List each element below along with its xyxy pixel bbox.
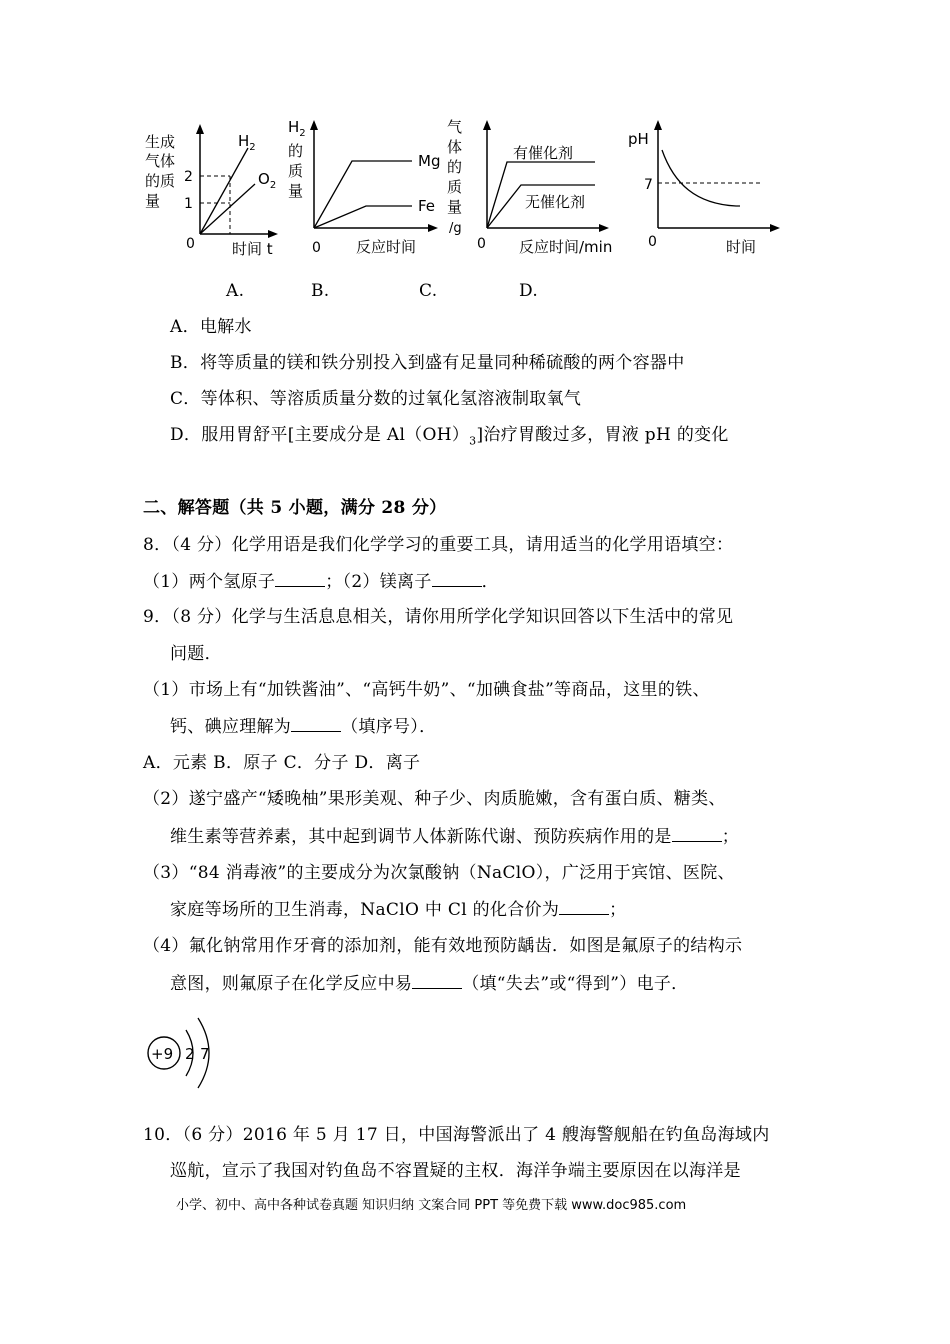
chart-d-ylabel: pH — [628, 130, 649, 148]
atom-shell-1-electrons: 2 — [185, 1045, 195, 1063]
option-d — [170, 424, 729, 452]
q9-stem-1: 9．（8 分）化学与生活息息相关，请你用所学化学知识回答以下生活中的常见 — [143, 607, 734, 627]
chart-a-line-h2 — [200, 148, 248, 234]
chart-a — [140, 112, 290, 262]
chart-letter-d: D. — [519, 281, 539, 301]
chart-d-y-arrow — [654, 120, 662, 130]
q9-p2-text-2: ； — [721, 827, 740, 847]
q9-blank-4[interactable] — [412, 972, 462, 989]
chart-d-origin: 0 — [648, 234, 657, 250]
chart-c-xlabel: 反应时间/min — [519, 238, 613, 256]
q9-p2-line-1: （2）遂宁盛产“矮晚柚”果形美观、种子少、肉质脆嫩，含有蛋白质、糖类、 — [143, 789, 726, 809]
chart-c-origin: 0 — [477, 236, 486, 252]
chart-letter-c: C. — [419, 281, 438, 301]
chart-b-ylabel-2: 质 — [288, 162, 304, 180]
chart-c-ylabel-2: 体 — [447, 138, 463, 156]
chart-letter-a: A. — [226, 281, 245, 301]
chart-c-y-arrow — [483, 120, 491, 130]
chart-a-tick-2: 2 — [184, 169, 193, 185]
footer-text: 小学、初中、高中各种试卷真题 知识归纳 文案合同 PPT 等免费下载 www.doc985.com — [176, 1198, 687, 1213]
q10-line-2: 巡航，宣示了我国对钓鱼岛不容置疑的主权．海洋争端主要原因在以海洋是 — [170, 1161, 741, 1181]
chart-d-tick-7: 7 — [644, 177, 653, 193]
chart-c-ylabel-4: 质 — [447, 178, 463, 196]
chart-c-x-arrow — [599, 224, 609, 232]
atom-shell-2-electrons: 7 — [200, 1045, 210, 1063]
chart-d-xlabel: 时间 — [726, 238, 757, 256]
chart-b — [284, 112, 449, 262]
q9-p1-line-1: （1）市场上有“加铁酱油”、“高钙牛奶”、“加碘食盐”等商品，这里的铁、 — [143, 680, 710, 700]
chart-a-x-arrow — [268, 230, 278, 238]
q9-p1-line-2 — [170, 715, 436, 738]
option-d-sub: 3 — [469, 434, 477, 448]
q8-sub1-c: ． — [481, 572, 499, 592]
q8-sub1-a: （1）两个氢原子 — [143, 572, 276, 592]
chart-c-ylabel-6: /g — [449, 221, 462, 236]
q9-p4-line-1: （4）氟化钠常用作牙膏的添加剂，能有效地预防龋齿．如图是氟原子的结构示 — [143, 936, 743, 956]
q9-blank-3[interactable] — [559, 898, 609, 915]
chart-b-series-mg: Mg — [418, 152, 441, 170]
q8-blank-2[interactable] — [432, 570, 482, 587]
chart-a-ylabel-4: 量 — [145, 192, 161, 210]
q9-choices: A．元素 B．原子 C．分子 D．离子 — [143, 753, 421, 773]
q9-blank-2[interactable] — [672, 825, 722, 842]
chart-a-ylabel-3: 的质 — [145, 172, 176, 190]
chart-c-ylabel-5: 量 — [447, 198, 463, 216]
q9-p4-line-2 — [170, 972, 688, 995]
q9-p3-text-2: ； — [609, 900, 627, 920]
option-a: A．电解水 — [170, 317, 252, 337]
chart-c-ylabel-1: 气 — [447, 118, 463, 136]
chart-b-ylabel-1: 的 — [288, 142, 304, 160]
q10-line-1: 10．（6 分）2016 年 5 月 17 日，中国海警派出了 4 艘海警舰船在钓鱼岛海域内 — [143, 1125, 770, 1145]
chart-a-series-h2: $H_2$ — [238, 132, 256, 153]
chart-b-line-fe — [314, 206, 412, 228]
chart-c-ylabel-3: 的 — [447, 158, 463, 176]
chart-c-series-catalyst: 有催化剂 — [513, 144, 574, 162]
q9-p3-line-2 — [170, 898, 626, 921]
option-b: B．将等质量的镁和铁分别投入到盛有足量同种稀硫酸的两个容器中 — [170, 353, 685, 373]
chart-c — [445, 112, 630, 262]
option-d-text-2: ]治疗胃酸过多，胃液 pH 的变化 — [476, 425, 729, 445]
chart-b-line-mg — [314, 161, 412, 228]
chart-b-y-arrow — [310, 120, 318, 130]
chart-d-x-arrow — [770, 224, 780, 232]
chart-a-origin: 0 — [186, 236, 195, 252]
q8-sub1 — [143, 570, 499, 593]
q9-p1-text-2: （填序号）． — [341, 717, 437, 737]
chart-a-series-o2: $O_2$ — [258, 170, 277, 191]
chart-c-series-no-catalyst: 无催化剂 — [525, 193, 586, 211]
chart-a-line-o2 — [200, 184, 255, 234]
option-d-text-1: D．服用胃舒平[主要成分是 Al（OH） — [170, 425, 470, 445]
chart-d-ph-curve — [662, 150, 740, 206]
atom-nucleus-label: +9 — [151, 1045, 174, 1063]
q9-stem-2: 问题． — [170, 644, 222, 664]
section-title: 二、解答题（共 5 小题，满分 28 分） — [143, 498, 447, 518]
fluorine-atom-diagram — [140, 1010, 230, 1100]
chart-b-origin: 0 — [312, 240, 321, 256]
q9-blank-1[interactable] — [291, 715, 341, 732]
q9-p3-text: 家庭等场所的卫生消毒，NaClO 中 Cl 的化合价为 — [170, 900, 560, 920]
chart-b-ylabel-h2: $H_2$ — [288, 118, 306, 139]
chart-a-xlabel: 时间 t — [232, 240, 273, 258]
chart-a-y-arrow — [196, 124, 204, 134]
q8-stem: 8．（4 分）化学用语是我们化学学习的重要工具，请用适当的化学用语填空： — [143, 535, 734, 555]
q8-sub1-b: ；（2）镁离子 — [325, 572, 432, 592]
chart-b-xlabel: 反应时间 — [356, 238, 417, 256]
chart-b-ylabel-3: 量 — [288, 182, 304, 200]
chart-b-x-arrow — [428, 224, 438, 232]
chart-a-ylabel-1: 生成 — [145, 133, 176, 151]
chart-b-series-fe: Fe — [418, 197, 436, 215]
q9-p2-line-2 — [170, 825, 739, 848]
chart-a-tick-1: 1 — [184, 196, 193, 212]
chart-a-ylabel-2: 气体 — [145, 152, 176, 170]
q9-p2-text: 维生素等营养素，其中起到调节人体新陈代谢、预防疾病作用的是 — [170, 827, 672, 847]
chart-letter-b: B. — [311, 281, 330, 301]
q9-p3-line-1: （3）“84 消毒液”的主要成分为次氯酸钠（NaClO），广泛用于宾馆、医院、 — [143, 863, 735, 883]
q9-p1-text: 钙、碘应理解为 — [170, 717, 292, 737]
q9-p4-text-2: （填“失去”或“得到”）电子． — [462, 974, 689, 994]
option-c: C．等体积、等溶质质量分数的过氧化氢溶液制取氧气 — [170, 389, 582, 409]
chart-d — [626, 112, 791, 262]
q9-p4-text: 意图，则氟原子在化学反应中易 — [170, 974, 413, 994]
q8-blank-1[interactable] — [275, 570, 325, 587]
